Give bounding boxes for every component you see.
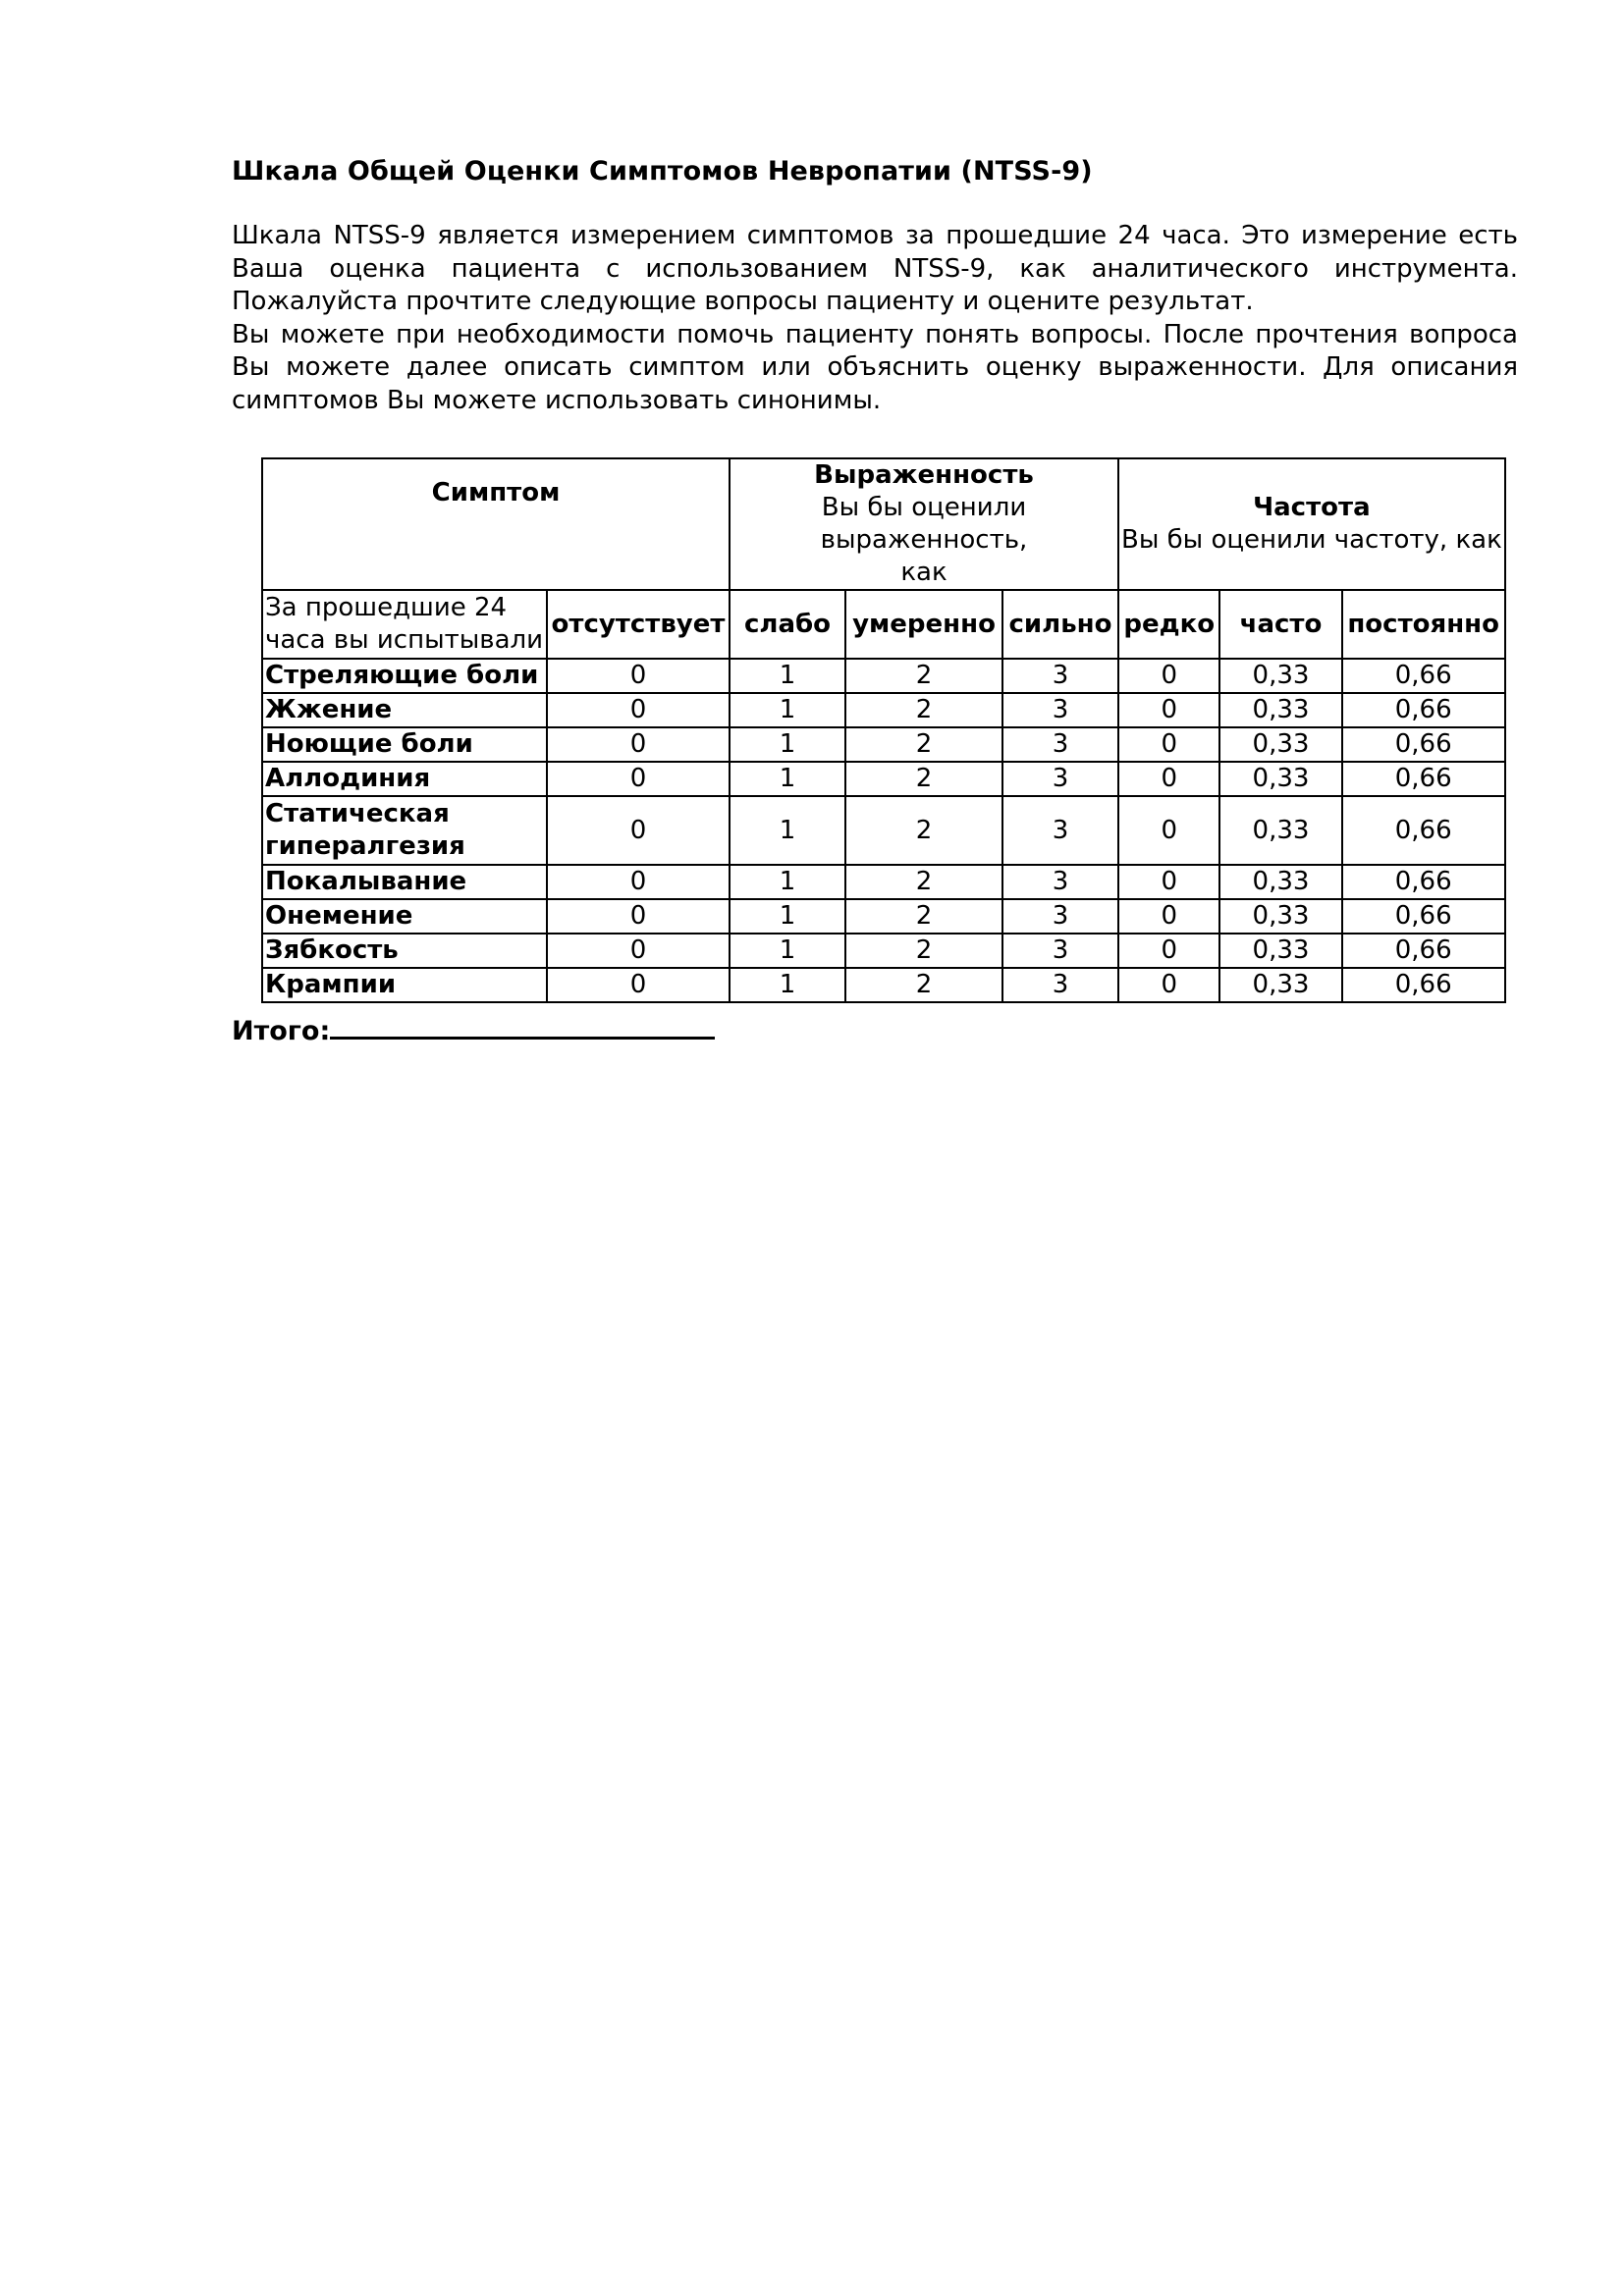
- score-cell[interactable]: 3: [1002, 899, 1118, 934]
- score-cell[interactable]: 0,66: [1342, 934, 1505, 968]
- score-cell[interactable]: 0: [547, 796, 730, 865]
- score-cell[interactable]: 1: [730, 899, 845, 934]
- score-cell[interactable]: 2: [845, 934, 1002, 968]
- score-cell[interactable]: 0: [1118, 693, 1219, 727]
- score-cell[interactable]: 2: [845, 968, 1002, 1002]
- score-cell[interactable]: 0,66: [1342, 865, 1505, 899]
- column-header: часто: [1219, 590, 1341, 659]
- column-header: редко: [1118, 590, 1219, 659]
- score-cell[interactable]: 1: [730, 796, 845, 865]
- intro-paragraph: Шкала NTSS-9 является измерением симптомов за прошедшие 24 часа. Это измерение есть Ваша оценка пациента с использованием NTSS-9, как аналитического инструмента. Пожалуйста прочтите следующие вопросы пациенту и оцените результат.: [232, 221, 1518, 316]
- score-cell[interactable]: 0,66: [1342, 727, 1505, 762]
- score-cell[interactable]: 2: [845, 727, 1002, 762]
- score-cell[interactable]: 1: [730, 727, 845, 762]
- score-cell[interactable]: 0: [547, 659, 730, 693]
- document-page: [232, 153, 1518, 1046]
- score-cell[interactable]: 1: [730, 934, 845, 968]
- symptom-header: Симптом: [262, 458, 730, 590]
- score-cell[interactable]: 2: [845, 899, 1002, 934]
- score-cell[interactable]: 0: [1118, 934, 1219, 968]
- score-cell[interactable]: 3: [1002, 659, 1118, 693]
- column-header: постоянно: [1342, 590, 1505, 659]
- score-cell[interactable]: 3: [1002, 693, 1118, 727]
- score-cell[interactable]: 0: [547, 899, 730, 934]
- score-cell[interactable]: 0,66: [1342, 659, 1505, 693]
- score-cell[interactable]: 0: [1118, 899, 1219, 934]
- score-cell[interactable]: 0,33: [1219, 934, 1341, 968]
- symptom-name: Аллодиния: [262, 762, 547, 796]
- column-header-row: [262, 590, 1505, 659]
- score-cell[interactable]: 2: [845, 865, 1002, 899]
- score-cell[interactable]: 0,33: [1219, 762, 1341, 796]
- table-row: [262, 968, 1505, 1002]
- symptom-name: Онемение: [262, 899, 547, 934]
- column-header: слабо: [730, 590, 845, 659]
- table-row: [262, 693, 1505, 727]
- document-title: Шкала Общей Оценки Симптомов Невропатии (NTSS-9): [232, 156, 1093, 187]
- score-cell[interactable]: 2: [845, 693, 1002, 727]
- score-cell[interactable]: 1: [730, 762, 845, 796]
- score-cell[interactable]: 1: [730, 968, 845, 1002]
- score-cell[interactable]: 0,33: [1219, 659, 1341, 693]
- intro-paragraph: Вы можете при необходимости помочь пациенту понять вопросы. После прочтения вопроса Вы можете далее описать симптом или объяснить оценку выраженности. Для описания симптомов Вы можете использовать синонимы.: [232, 319, 1518, 415]
- column-header: отсутствует: [547, 590, 730, 659]
- symptom-name: Зябкость: [262, 934, 547, 968]
- table-row: [262, 762, 1505, 796]
- score-cell[interactable]: 0: [547, 934, 730, 968]
- score-cell[interactable]: 0,33: [1219, 899, 1341, 934]
- score-cell[interactable]: 0: [547, 693, 730, 727]
- score-cell[interactable]: 2: [845, 659, 1002, 693]
- score-cell[interactable]: 0: [1118, 968, 1219, 1002]
- table-row: [262, 727, 1505, 762]
- score-cell[interactable]: 1: [730, 659, 845, 693]
- score-cell[interactable]: 0,33: [1219, 693, 1341, 727]
- severity-header: [730, 458, 1118, 590]
- score-cell[interactable]: 3: [1002, 727, 1118, 762]
- score-cell[interactable]: 0,66: [1342, 762, 1505, 796]
- score-cell[interactable]: 0: [1118, 762, 1219, 796]
- score-cell[interactable]: 0: [547, 865, 730, 899]
- score-cell[interactable]: 0: [1118, 727, 1219, 762]
- score-cell[interactable]: 0,66: [1342, 693, 1505, 727]
- table-row: [262, 934, 1505, 968]
- total-field: [232, 1007, 715, 1046]
- table-row: [262, 865, 1505, 899]
- score-cell[interactable]: 0,33: [1219, 796, 1341, 865]
- symptom-name: Покалывание: [262, 865, 547, 899]
- row-header-label: За прошедшие 24 часа вы испытывали: [262, 590, 547, 659]
- score-cell[interactable]: 0: [547, 727, 730, 762]
- score-cell[interactable]: 0,33: [1219, 727, 1341, 762]
- column-header: умеренно: [845, 590, 1002, 659]
- total-label: Итого:: [232, 1016, 331, 1046]
- score-cell[interactable]: 0: [1118, 796, 1219, 865]
- score-cell[interactable]: 3: [1002, 762, 1118, 796]
- severity-header-subtitle: Вы бы оценили выраженность, как: [820, 493, 1028, 587]
- column-header: сильно: [1002, 590, 1118, 659]
- score-cell[interactable]: 0,33: [1219, 865, 1341, 899]
- score-cell[interactable]: 0: [547, 968, 730, 1002]
- score-cell[interactable]: 1: [730, 693, 845, 727]
- symptom-name: Стреляющие боли: [262, 659, 547, 693]
- score-cell[interactable]: 2: [845, 796, 1002, 865]
- ntss-table: [261, 457, 1506, 1003]
- score-cell[interactable]: 1: [730, 865, 845, 899]
- score-cell[interactable]: 3: [1002, 968, 1118, 1002]
- frequency-header: [1118, 458, 1505, 590]
- table-header-row: [262, 458, 1505, 590]
- intro-text: [232, 220, 1518, 417]
- score-cell[interactable]: 3: [1002, 865, 1118, 899]
- table-row: [262, 659, 1505, 693]
- score-cell[interactable]: 3: [1002, 934, 1118, 968]
- symptom-name: Статическая гипералгезия: [262, 796, 547, 865]
- total-blank-line[interactable]: [330, 1007, 715, 1040]
- score-cell[interactable]: 0,66: [1342, 968, 1505, 1002]
- table-row: [262, 899, 1505, 934]
- symptom-name: Ноющие боли: [262, 727, 547, 762]
- score-cell[interactable]: 0: [1118, 865, 1219, 899]
- frequency-header-title: Частота: [1253, 493, 1371, 522]
- severity-header-title: Выраженность: [814, 460, 1034, 490]
- score-cell[interactable]: 2: [845, 762, 1002, 796]
- symptom-name: Жжение: [262, 693, 547, 727]
- score-cell[interactable]: 0,66: [1342, 899, 1505, 934]
- score-cell[interactable]: 0: [547, 762, 730, 796]
- symptom-name: Крампии: [262, 968, 547, 1002]
- score-cell[interactable]: 3: [1002, 796, 1118, 865]
- score-cell[interactable]: 0,66: [1342, 796, 1505, 865]
- score-cell[interactable]: 0: [1118, 659, 1219, 693]
- frequency-header-subtitle: Вы бы оценили частоту, как: [1121, 525, 1502, 555]
- score-cell[interactable]: 0,33: [1219, 968, 1341, 1002]
- table-row: [262, 796, 1505, 865]
